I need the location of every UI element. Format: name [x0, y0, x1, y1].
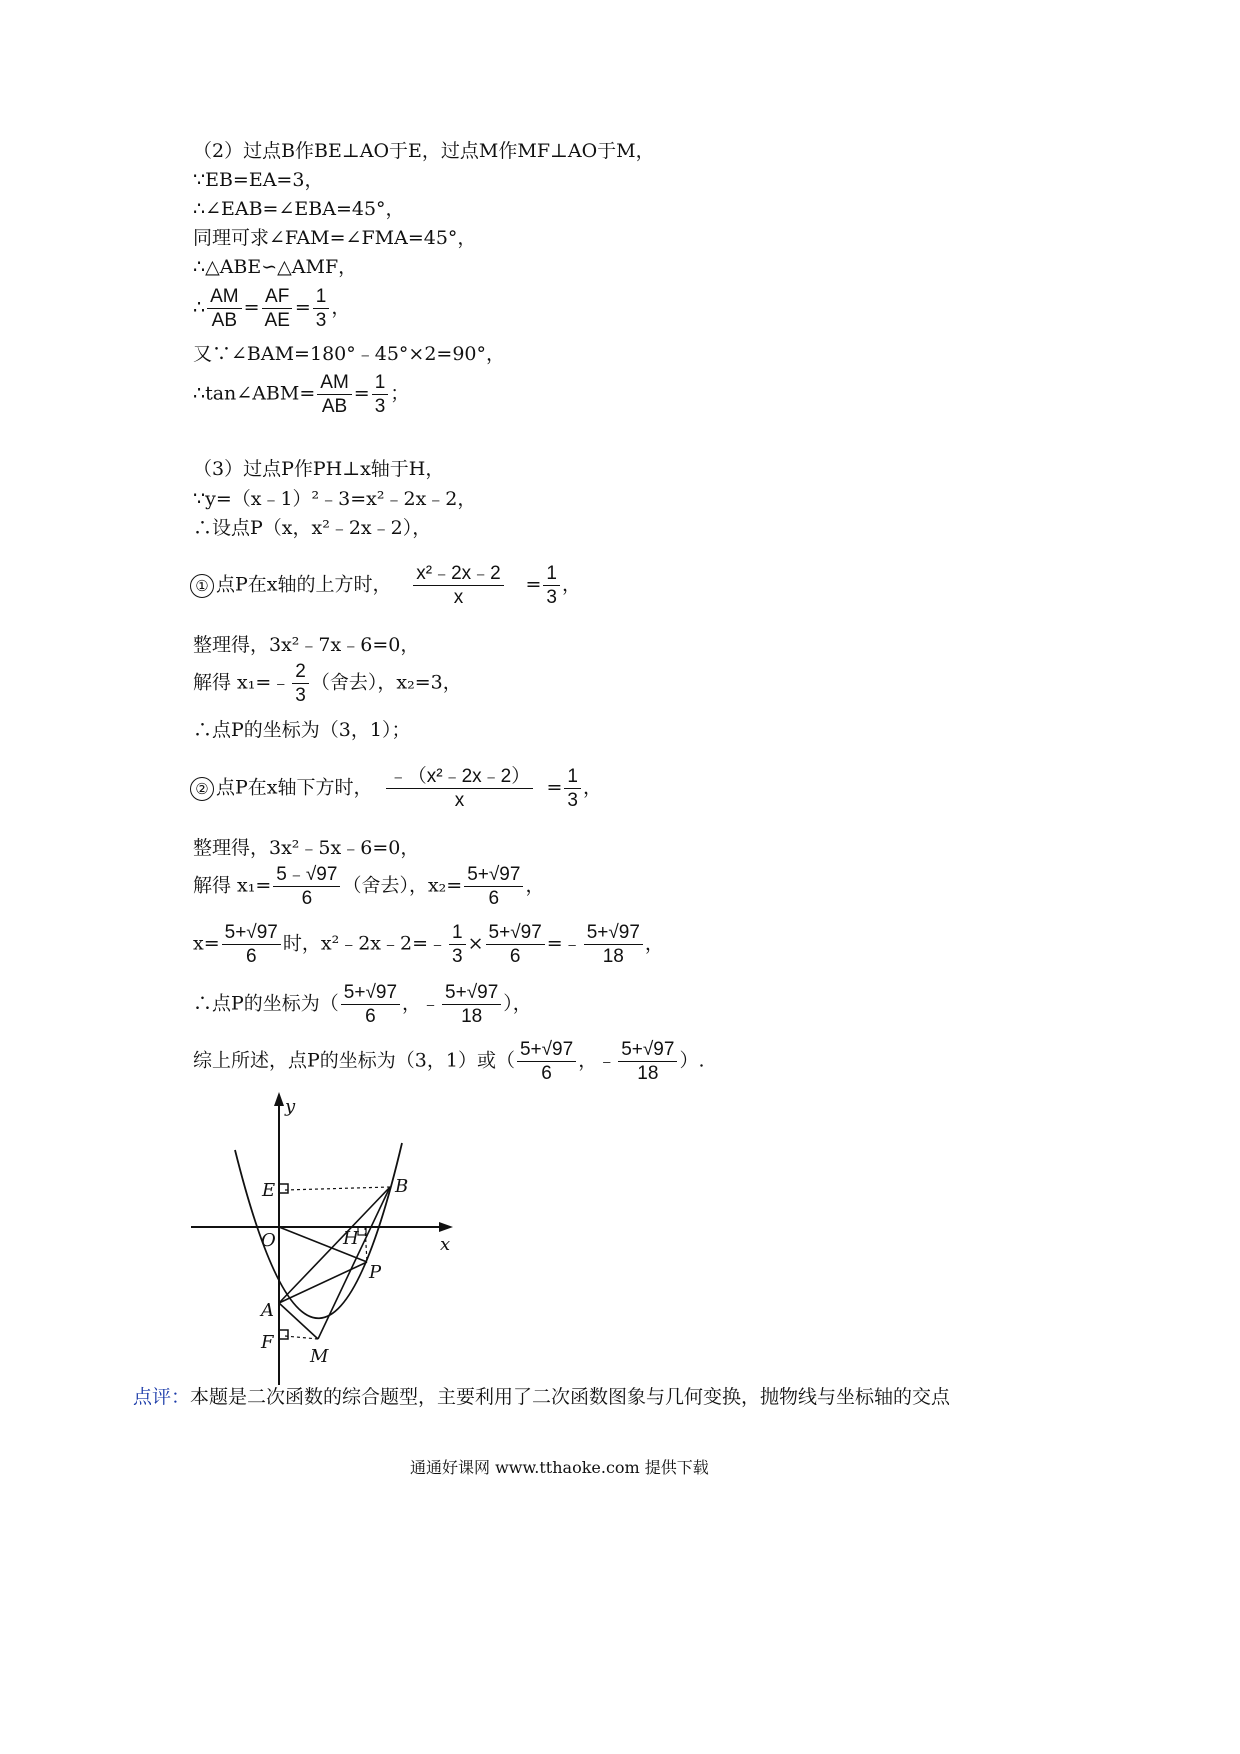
parabola-figure — [185, 1090, 475, 1390]
denominator: 6 — [301, 888, 313, 909]
numerator: AF — [262, 287, 292, 309]
text: ，﹣ — [578, 1049, 617, 1072]
fraction-af-ae — [262, 287, 293, 330]
summary-line — [193, 1040, 705, 1083]
numerator: 1 — [372, 373, 389, 395]
label-f: F — [261, 1332, 274, 1353]
denominator: 6 — [541, 1063, 552, 1084]
fraction-one-third — [372, 373, 389, 416]
numerator: ﹣（x²﹣2x﹣2） — [386, 767, 533, 789]
case2-line-4: x= $\frac{5+√97}{6}$ 时，x²﹣2x﹣2=﹣ $\frac{1}{3}$ × $\frac{5+√97}{6}$ =﹣ $\frac{5+√97}{18}$ ， — [193, 922, 664, 967]
case2-line-5 — [193, 983, 532, 1026]
label-b: B — [395, 1176, 409, 1197]
text: x= — [193, 932, 220, 955]
numerator: 5+√97 — [584, 923, 643, 945]
fraction-one-third — [313, 287, 330, 330]
denominator: 3 — [546, 587, 557, 608]
fraction-root-plus — [341, 983, 400, 1026]
denominator: 6 — [245, 946, 257, 967]
numerator: 1 — [543, 564, 560, 586]
case1-fraction — [394, 564, 524, 607]
fraction-root-plus-18 — [442, 983, 501, 1026]
case2-heading: ② 点P在x轴下方时， $\frac{\text{﹣（x²﹣2x﹣2）}}{x}$ = $\frac{1}{3}$ ， — [190, 767, 602, 810]
right-angle-f — [279, 1330, 288, 1339]
text: =﹣ — [546, 932, 582, 955]
numerator: 1 — [449, 923, 466, 945]
text: 解得 x₁= — [193, 874, 272, 897]
text: 综上所述，点P的坐标为（3，1）或（ — [193, 1049, 515, 1072]
part2-line-2: ∵EB=EA=3， — [193, 169, 324, 191]
denominator: AB — [211, 310, 238, 331]
label-h: H — [343, 1228, 359, 1249]
dashed-fm — [285, 1336, 318, 1339]
numerator: 5+√97 — [618, 1040, 677, 1062]
fraction-two-thirds — [292, 662, 309, 705]
text: ，﹣ — [402, 992, 441, 1015]
comment-text: 本题是二次函数的综合题型，主要利用了二次函数图象与几何变换，抛物线与坐标轴的交点 — [190, 1386, 951, 1408]
denominator: AB — [321, 396, 348, 417]
case1-line-2: 整理得，3x²﹣7x﹣6=0， — [193, 634, 420, 656]
text: （舍去），x₂= — [342, 874, 463, 897]
comment-label: 点评： — [133, 1386, 191, 1408]
y-axis-arrow — [274, 1092, 284, 1106]
part2-line-5: ∴△ABE∽△AMF， — [193, 256, 358, 278]
part2-line-7: 又∵∠BAM=180°﹣45°×2=90°， — [193, 343, 506, 365]
denominator: 3 — [374, 396, 386, 417]
text: ∴点P的坐标为（ — [193, 992, 339, 1015]
denominator: 6 — [488, 888, 500, 909]
fraction-one-third — [543, 564, 560, 607]
numerator: 5+√97 — [464, 865, 523, 887]
tan-label: ∴tan∠ABM= — [193, 382, 316, 405]
numerator: 5﹣√97 — [273, 865, 340, 887]
label-x: x — [440, 1234, 451, 1255]
fraction-root-plus — [222, 923, 281, 966]
comment-line — [133, 1388, 950, 1407]
part2-line-8: ∴tan∠ABM= $\frac{AM}{AB}$ = $\frac{1}{3}$ ； — [193, 372, 410, 417]
part3-line-1: （3）过点P作PH⊥x轴于H， — [193, 458, 445, 480]
footer-text: 通通好课网 www.tthaoke.com 提供下载 — [410, 1458, 709, 1477]
numerator: 5+√97 — [442, 983, 501, 1005]
case-number-1: ① — [190, 574, 214, 598]
text: ）， — [503, 992, 532, 1015]
numerator: 5+√97 — [517, 1040, 576, 1062]
label-e: E — [262, 1180, 276, 1201]
fraction-am-ab — [317, 373, 352, 416]
denominator: 3 — [567, 790, 578, 811]
fraction-root-minus — [273, 865, 340, 908]
fraction-one-third — [449, 923, 466, 966]
denominator: AE — [264, 310, 290, 331]
case2-line-3: 解得 x₁= $\frac{5﹣√97}{6}$ （舍去），x₂= $\frac{5+√97}{6}$ ， — [193, 864, 545, 909]
numerator: 5+√97 — [222, 923, 281, 945]
numerator: 5+√97 — [486, 923, 545, 945]
fraction-root-plus-18 — [618, 1040, 677, 1083]
part2-line-4: 同理可求∠FAM=∠FMA=45°， — [193, 227, 477, 249]
part3-line-2: ∵y=（x﹣1）²﹣3=x²﹣2x﹣2， — [193, 488, 477, 510]
denominator: 18 — [602, 946, 624, 967]
denominator: 3 — [295, 685, 306, 706]
numerator: 5+√97 — [341, 983, 400, 1005]
label-p: P — [369, 1262, 382, 1283]
denominator: 6 — [365, 1006, 376, 1027]
denominator: 3 — [315, 310, 327, 331]
case-number-2: ② — [190, 777, 214, 801]
numerator: AM — [207, 287, 242, 309]
numerator: 1 — [564, 767, 581, 789]
text: （舍去），x₂=3， — [310, 671, 462, 694]
fraction-root-plus — [486, 923, 545, 966]
case1-line-3 — [193, 662, 462, 705]
numerator: AM — [317, 373, 352, 395]
part2-line-3: ∴∠EAB=∠EBA=45°， — [193, 198, 405, 220]
fraction-root-plus-18 — [584, 923, 643, 966]
segment-ap — [279, 1262, 367, 1303]
fraction-am-ab — [207, 287, 242, 330]
x-axis-arrow — [439, 1222, 453, 1232]
denominator: 6 — [509, 946, 521, 967]
text: 时，x²﹣2x﹣2=﹣ — [282, 932, 448, 955]
label-y: y — [285, 1096, 296, 1117]
denominator: 18 — [637, 1063, 659, 1084]
case1-line-4: ∴点P的坐标为（3，1）； — [193, 719, 411, 741]
denominator: x — [454, 790, 465, 811]
right-angle-e — [279, 1184, 288, 1193]
fraction-one-third — [564, 767, 581, 810]
denominator: 3 — [452, 946, 463, 967]
numerator: 1 — [313, 287, 330, 309]
denominator: x — [453, 587, 464, 608]
therefore-symbol: ∴ — [193, 296, 206, 319]
denominator: 18 — [461, 1006, 483, 1027]
case1-text: 点P在x轴的上方时， — [216, 573, 392, 596]
part3-line-3: ∴设点P（x，x²﹣2x﹣2）， — [193, 517, 432, 539]
part2-line-6: ∴ $\frac{AM}{AB}$ = $\frac{AF}{AE}$ = $\frac{1}{3}$ ， — [193, 286, 351, 331]
label-o: O — [261, 1230, 276, 1251]
text: ）. — [679, 1049, 705, 1072]
label-m: M — [310, 1346, 329, 1367]
case2-fraction — [375, 767, 545, 810]
fraction-root-plus — [517, 1040, 576, 1083]
fraction-root-plus — [464, 865, 523, 908]
label-a: A — [261, 1300, 274, 1321]
numerator: 2 — [292, 662, 309, 684]
text: 解得 x₁=﹣ — [193, 671, 291, 694]
case1-heading: ① 点P在x轴的上方时， $\frac{\text{x²﹣2x﹣2}}{x}$ = $\frac{1}{3}$ ， — [190, 564, 581, 607]
case2-line-2: 整理得，3x²﹣5x﹣6=0， — [193, 837, 420, 859]
part2-line-1: （2）过点B作BE⊥AO于E，过点M作MF⊥AO于M， — [193, 140, 655, 162]
dashed-eb — [285, 1187, 390, 1190]
numerator: x²﹣2x﹣2 — [413, 564, 503, 586]
case2-text: 点P在x轴下方时， — [216, 776, 373, 799]
